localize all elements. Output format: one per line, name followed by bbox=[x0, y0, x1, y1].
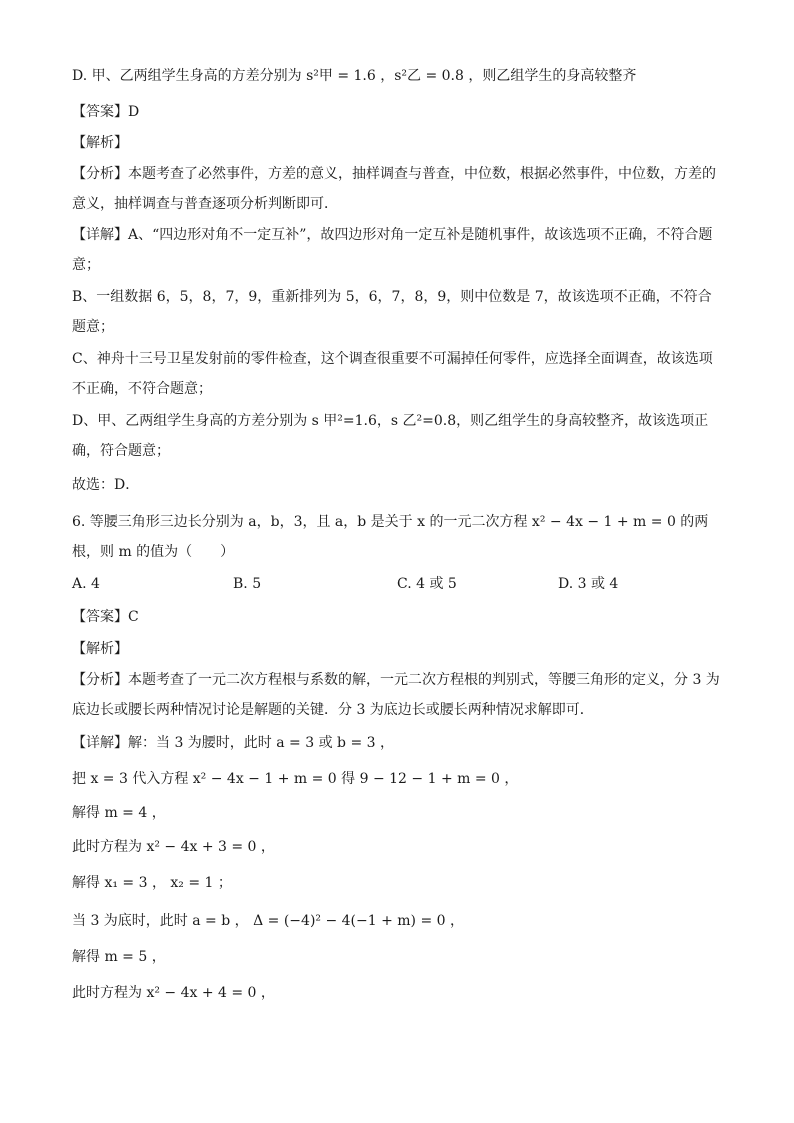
solution-step-7: 解得 m = 5 ， bbox=[72, 949, 166, 965]
solution-step-8: 此时方程为 x² − 4x + 4 = 0 ， bbox=[72, 985, 275, 1001]
question-6-choices bbox=[72, 574, 722, 594]
answer-label-2: 【答案】C bbox=[72, 609, 139, 625]
solution-step-2: 把 x = 3 代入方程 x² − 4x − 1 + m = 0 得 9 − 12 − 1 + m = 0 ， bbox=[72, 771, 519, 787]
question-6-stem: 6. 等腰三角形三边长分别为 a，b，3，且 a，b 是关于 x 的一元二次方程 x² − 4x − 1 + m = 0 的两根，则 m 的值为（ ） bbox=[72, 514, 709, 560]
detail-b-paragraph: B、一组数据 6，5，8，7，9，重新排列为 5，6，7，8，9，则中位数是 7，故该选项不正确，不符合题意； bbox=[72, 289, 712, 335]
choice-c: C. 4 或 5 bbox=[397, 576, 457, 592]
conclusion-line-1: 故选：D． bbox=[72, 477, 140, 493]
analysis-label-2: 【解析】 bbox=[72, 641, 128, 657]
solution-step-5: 解得 x₁ = 3 ， x₂ = 1 ； bbox=[72, 875, 232, 891]
choice-a: A. 4 bbox=[72, 576, 100, 592]
analysis-paragraph-1: 【分析】本题考查了必然事件，方差的意义，抽样调查与普查，中位数，根据必然事件，中位数，方差的意义，抽样调查与普查逐项分析判断即可． bbox=[72, 166, 716, 212]
solution-step-6: 当 3 为底时，此时 a = b ， Δ = (−4)² − 4(−1 + m) = 0 ， bbox=[72, 913, 465, 929]
answer-label-1: 【答案】D bbox=[72, 104, 140, 120]
option-d-line: D. 甲、乙两组学生身高的方差分别为 s²甲 = 1.6 ，s²乙 = 0.8 ，则乙组学生的身高较整齐 bbox=[72, 68, 637, 84]
analysis-paragraph-2: 【分析】本题考查了一元二次方程根与系数的解，一元二次方程根的判别式，等腰三角形的定义，分 3 为底边长或腰长两种情况讨论是解题的关键．分 3 为底边长或腰长两种情况求解即可． bbox=[72, 672, 720, 718]
detail-c-paragraph: C、神舟十三号卫星发射前的零件检查，这个调查很重要不可漏掉任何零件，应选择全面调查，故该选项不正确，不符合题意； bbox=[72, 351, 713, 397]
solution-step-3: 解得 m = 4 ， bbox=[72, 805, 166, 821]
detail-a-paragraph: 【详解】A、“四边形对角不一定互补”，故四边形对角一定互补是随机事件，故该选项不正确，不符合题意； bbox=[72, 227, 713, 273]
solution-step-4: 此时方程为 x² − 4x + 3 = 0 ， bbox=[72, 839, 275, 855]
analysis-label-1: 【解析】 bbox=[72, 135, 128, 151]
document-page bbox=[72, 66, 722, 1003]
choice-b: B. 5 bbox=[233, 576, 262, 592]
solution-step-1: 【详解】解：当 3 为腰时，此时 a = 3 或 b = 3 ， bbox=[72, 735, 394, 751]
choice-d: D. 3 或 4 bbox=[558, 576, 619, 592]
detail-d-paragraph: D、甲、乙两组学生身高的方差分别为 s 甲²=1.6，s 乙²=0.8，则乙组学生的身高较整齐，故该选项正确，符合题意； bbox=[72, 413, 709, 459]
